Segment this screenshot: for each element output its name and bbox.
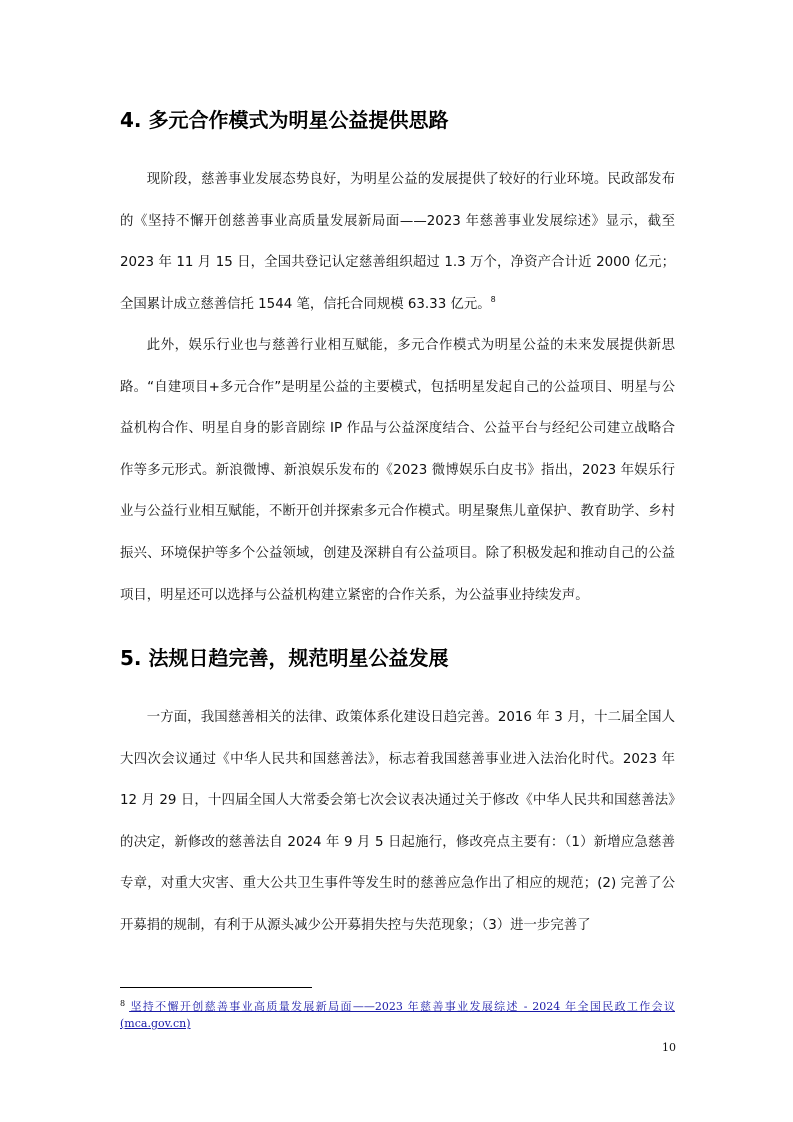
section-5-paragraph-1: 一方面，我国慈善相关的法律、政策体系化建设日趋完善。2016 年 3 月，十二届全国人大四次会议通过《中华人民共和国慈善法》，标志着我国慈善事业进入法治化时代。2023 年 12 月 29 日，十四届全国人大常委会第七次会议表决通过关于修改《中华人民共和国慈善法》的决定，新修改的慈善法自 2024 年 9 月 5 日起施行，修改亮点主要有：（1）新增应急慈善专章，对重大灾害、重大公共卫生事件等发生时的慈善应急作出了相应的规范；(2) 完善了公开募捐的规制，有利于从源头减少公开募捐失控与失范现象；（3）进一步完善了 [120, 710, 675, 933]
section-4-paragraph-2: 此外，娱乐行业也与慈善行业相互赋能，多元合作模式为明星公益的未来发展提供新思路。“自建项目+多元合作”是明星公益的主要模式，包括明星发起自己的公益项目、明星与公益机构合作、明星自身的影音剧综 IP 作品与公益深度结合、公益平台与经纪公司建立战略合作等多元形式。新浪微博、新浪娱乐发布的《2023 微博娱乐白皮书》指出，2023 年娱乐行业与公益行业相互赋能，不断开创并探索多元合作模式。明星聚焦儿童保护、教育助学、乡村振兴、环境保护等多个公益领域，创建及深耕自有公益项目。除了积极发起和推动自己的公益项目，明星还可以选择与公益机构建立紧密的合作关系，为公益事业持续发声。 [120, 338, 675, 603]
page-number: 10 [662, 1041, 676, 1054]
footnote-mark: 8 [120, 999, 126, 1008]
section-4-heading: 4. 多元合作模式为明星公益提供思路 [120, 108, 449, 132]
section-4-paragraph-1-text: 现阶段，慈善事业发展态势良好，为明星公益的发展提供了较好的行业环境。民政部发布的《坚持不懈开创慈善事业高质量发展新局面——2023 年慈善事业发展综述》显示，截至 2023 年 11 月 15 日，全国共登记认定慈善组织超过 1.3 万个，净资产合计近 2000 亿元；全国累计成立慈善信托 1544 笔，信托合同规模 63.33 亿元。 [120, 172, 675, 312]
section-5-heading: 5. 法规日趋完善，规范明星公益发展 [120, 646, 449, 670]
footnote-link[interactable]: 坚持不懈开创慈善事业高质量发展新局面——2023 年慈善事业发展综述 - 2024 年全国民政工作会议 (mca.gov.cn) [120, 1000, 675, 1030]
footnote-separator [120, 987, 312, 988]
section-4-paragraph-1 [120, 159, 675, 325]
footnote [120, 995, 675, 1032]
footnote-reference[interactable]: 8 [490, 294, 496, 304]
